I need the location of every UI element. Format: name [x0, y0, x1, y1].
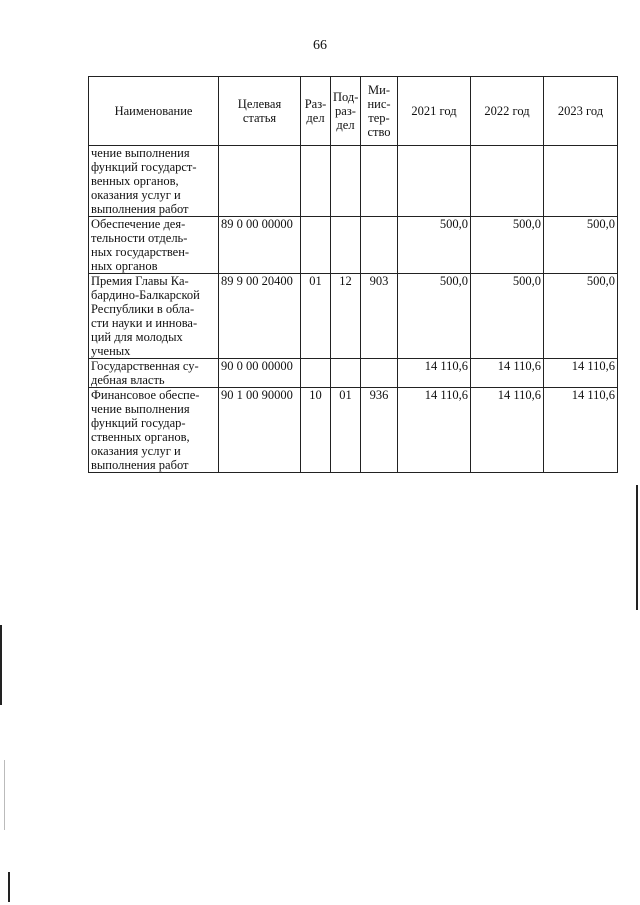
cell-2023: 14 110,6	[544, 388, 618, 473]
name-line: Государственная су-	[91, 359, 199, 373]
name-line: сти науки и иннова-	[91, 316, 198, 330]
cell-section	[301, 359, 331, 388]
name-line: чение выполнения	[91, 402, 190, 416]
cell-name	[89, 388, 219, 473]
cell-2021: 14 110,6	[398, 388, 471, 473]
header-line: Раз-	[304, 97, 327, 111]
name-line: выполнения работ	[91, 458, 189, 472]
header-subsection	[331, 77, 361, 146]
scan-edge-mark	[0, 625, 2, 705]
cell-subsection	[331, 359, 361, 388]
name-line: ных органов	[91, 259, 158, 273]
cell-2021: 500,0	[398, 217, 471, 274]
table-row	[89, 274, 618, 359]
cell-subsection	[331, 146, 361, 217]
header-year-2022: 2022 год	[471, 77, 544, 146]
name-line: чение выполнения	[91, 146, 190, 160]
cell-ministry	[361, 217, 398, 274]
cell-2022	[471, 146, 544, 217]
cell-2023: 500,0	[544, 217, 618, 274]
header-line: статья	[242, 111, 277, 125]
header-line: нис-	[367, 97, 391, 111]
table-header-row	[89, 77, 618, 146]
scan-edge-mark	[4, 760, 5, 830]
cell-name	[89, 359, 219, 388]
name-line: ций для молодых	[91, 330, 183, 344]
cell-name	[89, 217, 219, 274]
header-year-2023: 2023 год	[544, 77, 618, 146]
header-name: Наименование	[89, 77, 219, 146]
name-line: венных органов,	[91, 174, 179, 188]
cell-section: 01	[301, 274, 331, 359]
header-line: тер-	[368, 111, 390, 125]
cell-subsection	[331, 217, 361, 274]
table-row	[89, 146, 618, 217]
cell-target: 89 9 00 20400	[219, 274, 301, 359]
cell-target: 90 1 00 90000	[219, 388, 301, 473]
cell-2022: 500,0	[471, 274, 544, 359]
cell-target: 89 0 00 00000	[219, 217, 301, 274]
cell-target	[219, 146, 301, 217]
cell-section	[301, 146, 331, 217]
name-line: Обеспечение дея-	[91, 217, 186, 231]
name-line: оказания услуг и	[91, 188, 181, 202]
cell-2022: 14 110,6	[471, 388, 544, 473]
cell-2023	[544, 146, 618, 217]
cell-2021	[398, 146, 471, 217]
header-section	[301, 77, 331, 146]
name-line: выполнения работ	[91, 202, 189, 216]
table-row	[89, 359, 618, 388]
name-line: ственных органов,	[91, 430, 190, 444]
cell-2022: 500,0	[471, 217, 544, 274]
name-line: Республики в обла-	[91, 302, 195, 316]
name-line: ученых	[91, 344, 131, 358]
table-row	[89, 217, 618, 274]
name-line: тельности отдель-	[91, 231, 188, 245]
cell-ministry: 903	[361, 274, 398, 359]
page-number: 66	[313, 38, 327, 53]
cell-ministry	[361, 359, 398, 388]
header-line: Ми-	[368, 83, 390, 97]
name-line: Премия Главы Ка-	[91, 274, 189, 288]
cell-2021: 14 110,6	[398, 359, 471, 388]
cell-ministry: 936	[361, 388, 398, 473]
cell-subsection: 12	[331, 274, 361, 359]
table-row	[89, 388, 618, 473]
budget-table	[88, 76, 618, 473]
header-year-2021: 2021 год	[398, 77, 471, 146]
header-line: раз-	[335, 104, 356, 118]
cell-2023: 14 110,6	[544, 359, 618, 388]
header-target-article	[219, 77, 301, 146]
cell-name	[89, 146, 219, 217]
header-ministry	[361, 77, 398, 146]
header-line: дел	[336, 118, 355, 132]
header-line: ство	[367, 125, 391, 139]
cell-name	[89, 274, 219, 359]
name-line: функций государст-	[91, 160, 197, 174]
cell-subsection: 01	[331, 388, 361, 473]
cell-2023: 500,0	[544, 274, 618, 359]
header-line: дел	[306, 111, 325, 125]
cell-2022: 14 110,6	[471, 359, 544, 388]
cell-section	[301, 217, 331, 274]
cell-ministry	[361, 146, 398, 217]
scan-edge-mark	[8, 872, 10, 902]
scan-edge-mark	[636, 485, 638, 610]
cell-section: 10	[301, 388, 331, 473]
name-line: функций государ-	[91, 416, 186, 430]
header-line: Целевая	[237, 97, 282, 111]
name-line: оказания услуг и	[91, 444, 181, 458]
cell-target: 90 0 00 00000	[219, 359, 301, 388]
name-line: Финансовое обеспе-	[91, 388, 200, 402]
cell-2021: 500,0	[398, 274, 471, 359]
name-line: дебная власть	[91, 373, 165, 387]
name-line: бардино-Балкарской	[91, 288, 200, 302]
header-line: Под-	[333, 90, 359, 104]
name-line: ных государствен-	[91, 245, 190, 259]
